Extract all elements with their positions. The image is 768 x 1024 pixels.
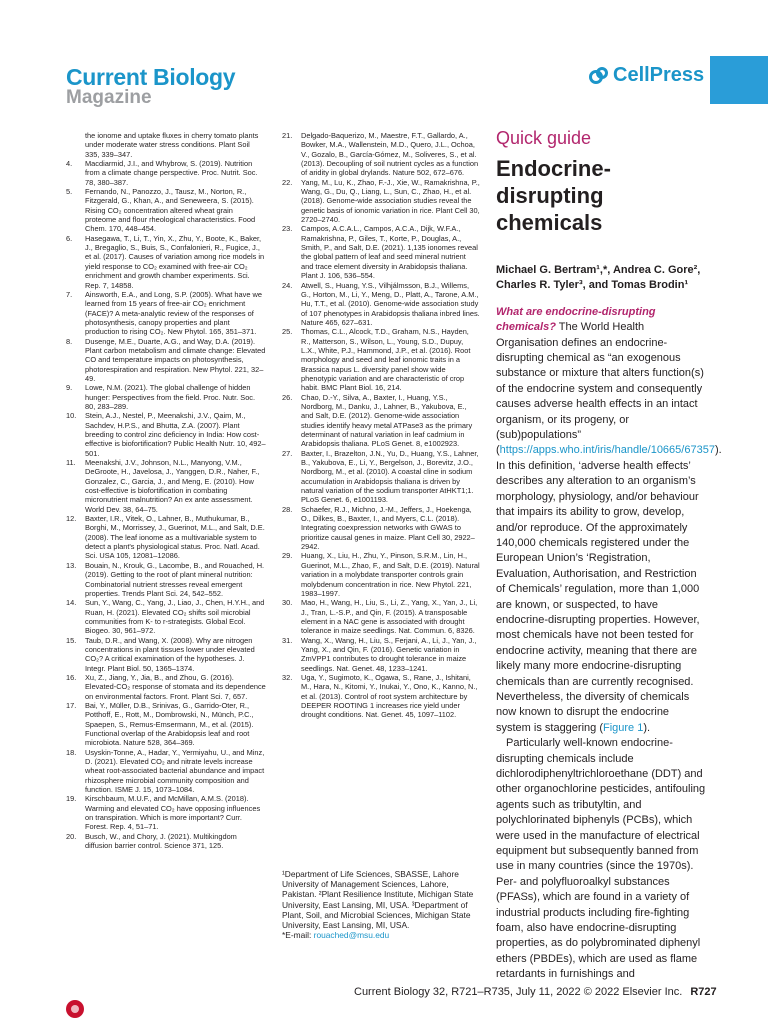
reference-text: Xu, Z., Jiang, Y., Jia, B., and Zhou, G. (2016). Elevated-CO₂ response of stomata and its dependence on environmental factors. Front. Plant Sci. 7, 657. [85,672,266,701]
reference-item [66,636,266,673]
reference-number: 7. [66,289,73,299]
journal-title: Current Biology [66,64,236,90]
reference-text: Uga, Y., Sugimoto, K., Ogawa, S., Rane, J., Ishitani, M., Hara, N., Kitomi, Y., Inukai, Y., Ono, K., Kanno, N., et al. (2013). Control of root system architecture by DEEPER ROOTING 1 increases rice yield under drought conditions. Nat. Genet. 45, 1097–1102. [301,672,478,720]
reference-number: 4. [66,159,73,169]
reference-text: Bai, Y., Müller, D.B., Srinivas, G., Garrido-Oter, R., Potthoff, E., Rott, M., Dombrowski, N., Münch, P.C., Spaepen, S., Remus-Emsermann, M., et al. (2015). Functional overlap of the Arabidopsis leaf and root microbiota. Nature 528, 364–369. [85,700,254,748]
reference-text: Lowe, N.M. (2021). The global challenge of hidden hunger: Perspectives from the field. Proc. Nutr. Soc. 80, 283–289. [85,383,256,411]
reference-number: 25. [282,327,293,337]
reference-number: 31. [282,635,293,645]
reference-item [66,411,266,458]
reference-text: Hasegawa, T., Li, T., Yin, X., Zhu, Y., Boote, K., Baker, J., Bregaglio, S., Buis, S., Confalonieri, R., Fugice, J., et al. (2017). Causes of variation among rice models in yield response to CO₂ examined with free-air CO₂ enrichment and growth chamber experiments. Sci. Rep. 7, 14858. [85,233,265,290]
reference-number: 19. [66,794,77,804]
reference-item [282,636,480,673]
cellpress-icon [589,66,609,86]
reference-text: Sun, Y., Wang, C., Yang, J., Liao, J., Chen, H.Y.H., and Ruan, H. (2021). Elevated CO₂ shifts soil microbial communities from K- to r-strategists. Global Ecol. Biogeo. 30, 961–972. [85,598,265,636]
reference-item [66,832,266,851]
lead-question: What are endocrine-disrupting chemicals? [496,305,656,334]
reference-number: 14. [66,598,77,608]
reference-item [66,561,266,598]
reference-text: Campos, A.C.A.L., Campos, A.C.A., Dijk, W.F.A., Ramakrishna, P., Giles, T., Korte, P., Douglas, A., Smith, P., and Salt, D.E. (2021). 1,135 ionomes reveal the global pattern of leaf and seed mineral nutrient and trace element diversity in Arabidopsis thaliana. Plant J. 106, 536–554. [301,224,478,281]
reference-number: 6. [66,233,73,243]
who-link[interactable]: https://apps.who.int/iris/handle/10665/67357 [499,444,715,457]
reference-item [66,514,266,561]
reference-text: Wang, X., Wang, H., Liu, S., Ferjani, A., Li, J., Yan, J., Yang, X., and Qin, F. (2016). Genetic variation in ZmVPP1 contributes to drought tolerance in maize seedlings. Nat. Genet. 48, 1233–1241. [301,635,477,673]
reference-item [66,701,266,748]
reference-number: 28. [282,504,293,514]
reference-number: 20. [66,831,77,841]
article-title: Endocrine-disrupting chemicals [496,156,611,235]
reference-item [282,224,480,280]
reference-number: 10. [66,411,77,421]
email-link[interactable]: rouached@msu.edu [313,930,390,941]
publisher-logo-icon [66,1000,84,1018]
reference-text: Fernando, N., Panozzo, J., Tausz, M., Norton, R., Fitzgerald, G., Khan, A., and Seneweera, S. (2015). Rising CO₂ concentration altered wheat grain proteome and flour rheological characteristics. Food Chem. 170, 448–454. [85,187,256,234]
article-column [496,128,722,983]
reference-text: Macdiarmid, J.I., and Whybrow, S. (2019). Nutrition from a climate change perspective. Proc. Nutrit. Soc. 78, 380–387. [85,159,258,187]
reference-item [282,393,480,449]
reference-number: 16. [66,672,77,682]
references-column-2 [282,131,480,720]
reference-item [66,337,266,384]
reference-text: Meenakshi, J.V., Johnson, N.L., Manyong, V.M., DeGroote, H., Javelosa, J., Yanggen, D.R., Naher, F., Gonzalez, C., Garcia, J., and Meng, E. (2010). How cost-effective is biofortification in combating micronutrient malnutrition? An ex ante assessment. World Dev. 38, 64–75. [85,458,260,514]
footer-citation: Current Biology 32, R721–R735, July 11, 2022 © 2022 Elsevier Inc. [354,986,683,998]
reference-number: 26. [282,392,293,402]
authors: Michael G. Bertram¹,*, Andrea C. Gore², Charles R. Tyler³, and Tomas Brodin¹ [496,264,701,292]
reference-text: Baxter, I.R., Vitek, O., Lahner, B., Muthukumar, B., Borghi, M., Morrissey, J., Guerinot, M.L., and Salt, D.E. (2008). The leaf ionome as a multivariable system to detect a plant's physiological status. Proc. Natl. Acad. Sci. USA 105, 12081–12086. [85,514,265,561]
reference-item [66,383,266,411]
reference-text: the ionome and uptake fluxes in cherry tomato plants under moderate water stress conditions. Plant Soil 335, 339–347. [85,131,259,159]
reference-number: 11. [66,458,76,468]
reference-item [66,159,266,187]
journal-subtitle: Magazine [66,87,152,108]
page-footer [354,986,717,998]
reference-text: Schaefer, R.J., Michno, J.-M., Jeffers, J., Hoekenga, O., Dilkes, B., Baxter, I., and Myers, C.L. (2018). Integrating coexpression networks with GWAS to prioritize causal genes in maize. Plant Cell 30, 2922–2942. [301,504,475,552]
affiliations [282,869,482,940]
reference-text: Stein, A.J., Nestel, P., Meenakshi, J.V., Qaim, M., Sachdev, H.P.S., and Bhutta, Z.A. (2007). Plant breeding to control zinc deficiency in India: How cost-effective is biofortification? Public Health Nutr. 10, 492–501. [85,411,266,458]
reference-text: Usyskin-Tonne, A., Hadar, Y., Yermiyahu, U., and Minz, D. (2021). Elevated CO₂ and nitrate levels increase wheat root-associated bacterial abundance and impact rhizosphere microbial community composition and function. ISME J. 15, 1073–1084. [85,747,265,795]
reference-number: 9. [66,383,73,393]
section-label: Quick guide [496,128,592,148]
reference-number: 17. [66,700,77,710]
reference-number: 24. [282,280,293,290]
body-paragraph-2: Particularly well-known endocrine-disrupting chemicals include dichlorodiphenyltrichloroethane (DDT) and other organochlorine pesticides, antifouling agents such as tributyltin, and polychlorinated biphenyls (PCBs), which were used in the manufacture of electrical equipment but subsequently banned from use in many countries (since the 1970s). Per- and polyfluoroalkyl substances (PFASs), which are found in a variety of industrial products including fire-fighting foam, also have endocrine-disrupting properties, as do polybrominated diphenyl ethers (PBDEs), which are used as flame retardants in furnishings and [496,737,706,981]
cellpress-name: CellPress [613,64,705,86]
reference-text: Kirschbaum, M.U.F., and McMillan, A.M.S. (2018). Warming and elevated CO₂ have opposing influences on transpiration. Which is more important? Curr. Forest. Rep. 4, 51–71. [85,794,261,832]
reference-text: Huang, X., Liu, H., Zhu, Y., Pinson, S.R.M., Lin, H., Guerinot, M.L., Zhao, F., and Salt, D.E. (2019). Natural variation in a molybdate transporter controls grain molybdenum concentration in rice. New Phytol. 221, 1983–1997. [301,551,480,598]
reference-number: 29. [282,551,293,561]
reference-item [282,327,480,392]
reference-item [282,449,480,505]
reference-item [282,178,480,225]
reference-number: 27. [282,448,293,458]
reference-number: 5. [66,187,73,197]
references-column-1 [66,131,266,850]
reference-number: 12. [66,514,77,524]
reference-number: 32. [282,672,293,682]
reference-number: 30. [282,598,293,608]
reference-item [282,281,480,328]
reference-item [66,794,266,831]
reference-item [282,131,480,178]
reference-item [282,505,480,552]
reference-number: 22. [282,177,293,187]
reference-text: Bouain, N., Krouk, G., Lacombe, B., and Rouached, H. (2019). Getting to the root of plant mineral nutrition: Combinatorial nutrient stresses reveal emergent properties. Trends Plant Sci. 24, 542–552. [85,560,265,598]
reference-text: Atwell, S., Huang, Y.S., Vilhjálmsson, B.J., Willems, G., Horton, M., Li, Y., Meng, D., Platt, A., Tarone, A.M., Hu, T.T., et al. (2010). Genome-wide association study of 107 phenotypes in Arabidopsis thaliana inbred lines. Nature 465, 627–631. [301,280,480,327]
reference-number: 21. [282,131,293,140]
reference-text: Dusenge, M.E., Duarte, A.G., and Way, D.A. (2019). Plant carbon metabolism and climate change: Elevated CO and temperature impacts on photosynthesis, photorespiration and respiration. New Phytol. 221, 32–49. [85,336,266,383]
reference-text: Busch, W., and Chory, J. (2021). Multikingdom diffusion barrier control. Science 371, 125. [85,831,237,851]
reference-text: Thomas, C.L., Alcock, T.D., Graham, N.S., Hayden, R., Matterson, S., Wilson, L., Young, S.D., Dupuy, L.X., White, P.J., Hammond, J.P., et al. (2016). Root morphology and seed and leaf ionomic traits in a Brassica napus L. diversity panel show wide phenotypic variation and are characteristic of crop habit. BMC Plant Biol. 16, 214. [301,327,471,393]
reference-text: Ainsworth, E.A., and Long, S.P. (2005). What have we learned from 15 years of free-air CO₂ enrichment (FACE)? A meta-analytic review of the responses of photosynthesis, canopy properties and plant production to rising CO₂. New Phytol. 165, 351–371. [85,289,262,337]
reference-item [66,673,266,701]
side-tab [710,56,768,104]
reference-number: 15. [66,635,77,645]
reference-number: 23. [282,224,293,234]
reference-number: 13. [66,560,77,570]
reference-number [66,131,85,159]
reference-item [282,598,480,635]
reference-item [66,131,266,159]
reference-text: Taub, D.R., and Wang, X. (2008). Why are nitrogen concentrations in plant tissues lower under elevated CO₂? A critical examination of the hypotheses. J. Integr. Plant Biol. 50, 1365–1374. [85,635,255,673]
reference-item [66,187,266,234]
reference-text: Mao, H., Wang, H., Liu, S., Li, Z., Yang, X., Yan, J., Li, J., Tran, L.-S.P., and Qin, F. (2015). A transposable element in a NAC gene is associated with drought tolerance in maize seedlings. Nat. Commun. 6, 8326. [301,598,478,636]
reference-item [66,234,266,290]
page-number: R727 [690,986,717,998]
reference-item [66,290,266,337]
reference-number: 8. [66,336,73,346]
reference-text: Chao, D.-Y., Silva, A., Baxter, I., Huang, Y.S., Nordborg, M., Danku, J., Lahner, B., Yakubova, E., and Salt, D.E. (2012). Genome-wide association studies identify heavy metal ATPase3 as the primary determinant of natural variation in leaf cadmium in Arabidopsis thaliana. PLoS Genet. 8, e1002923. [301,392,473,449]
reference-item [282,551,480,598]
reference-number: 18. [66,747,77,757]
reference-item [66,598,266,635]
reference-item [282,673,480,720]
reference-item [66,748,266,795]
body-paragraph-1: What are endocrine-disrupting chemicals? The World Health Organisation defines an endocrine-disrupting chemical as “an exogenous substance or mixture that alters function(s) of the endocrine system and consequently causes adverse health effects in an intact organism, or its progeny, or (sub)populations” (https://apps.who.int/iris/handle/10665/67357). In this definition, ‘adverse health effects’ describes any alteration to an organism’s morphology, physiology, and/or behaviour that impairs its ability to grow, develop, and/or reproduce. Of the approximately 140,000 chemicals registered under the European Union’s ‘Registration, Evaluation, Authorisation, and Restriction of Chemicals’ regulation, more than 1,000 are known, or suspected, to have endocrine-disrupting properties. However, most chemicals have not been tested for endocrine activity, meaning that there are likely many more endocrine-disrupting chemicals than are currently recognised. Nevertheless, the diversity of chemicals now known to disrupt the endocrine system is staggering (Figure 1). [496,305,722,734]
affiliations-text: ¹Department of Life Sciences, SBASSE, Lahore University of Management Sciences, Lahore, Pakistan. ²Plant Resilience Institute, Michigan State University, East Lansing, MI, USA. ³Department of Plant, Soil, and Microbial Sciences, Michigan State University, East Lansing, MI, USA. [282,869,474,931]
reference-text: Baxter, I., Brazelton, J.N., Yu, D., Huang, Y.S., Lahner, B., Yakubova, E., Li, Y., Bergelson, J., Borevitz, J.O., Nordborg, M., et al. (2010). A coastal cline in sodium accumulation in Arabidopsis thaliana is driven by natural variation of the sodium transporter AtHKT1;1. PLoS Genet. 6, e1001193. [301,448,479,505]
email-label: *E-mail: [282,930,314,941]
reference-text: Delgado-Baquerizo, M., Maestre, F.T., Gallardo, A., Bowker, M.A., Wallenstein, M.D., Quero, J.L., Ochoa, V., Gozalo, B., García-Gómez, M., Soliveres, S., et al. (2013). Decoupling of soil nutrient cycles as a function of aridity in global drylands. Nature 502, 672–676. [301,131,479,178]
cellpress-logo [589,64,704,87]
reference-item [66,458,266,514]
figure-1-link[interactable]: Figure 1 [602,721,644,734]
reference-text: Yang, M., Lu, K., Zhao, F.-J., Xie, W., Ramakrishna, P., Wang, G., Du, Q., Liang, L., Sun, C., Zhao, H., et al. (2018). Genome-wide association studies reveal the genetic basis of ionomic variation in rice. Plant Cell 30, 2720–2740. [301,177,480,225]
